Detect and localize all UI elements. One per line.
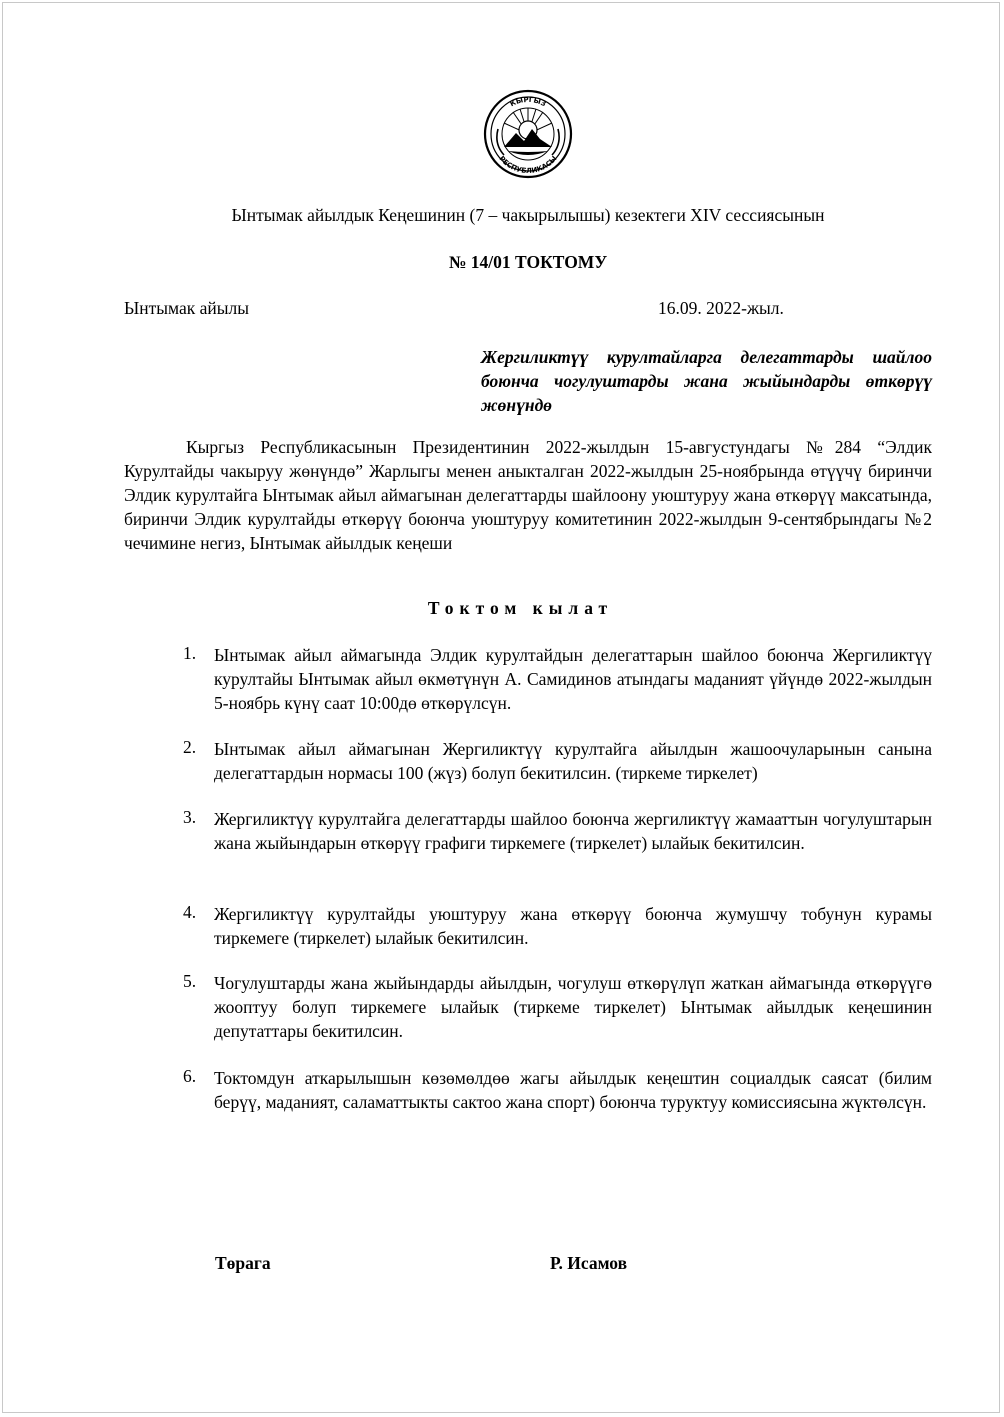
item-number: 4. (183, 902, 197, 922)
signature-name: Р. Исамов (550, 1253, 628, 1273)
decides-heading: Токтом кылат (427, 598, 614, 618)
emblem-top-text: КЫРГЫЗ (508, 95, 548, 109)
svg-text:КЫРГЫЗ (509, 96, 548, 108)
item-number: 6. (183, 1066, 197, 1086)
emblem-bottom-text: РЕСПУБЛИКАСЫ (497, 154, 559, 176)
item-text: Жергиликтүү курултайга делегаттарды шайлоо боюнча жергиликтүү жамааттын чогулуштарын жана жыйындарын өткөрүү графиги тиркемеге (тиркелет) ылайык бекитилсин. (214, 809, 932, 853)
document-page (2, 2, 1000, 1413)
state-emblem-icon (474, 89, 582, 179)
date-label: 16.09. 2022-жыл. (658, 298, 784, 318)
document-title: № 14/01 ТОКТОМУ (448, 252, 608, 272)
place-label: Ынтымак айылы (124, 298, 250, 318)
preamble-paragraph: Кыргыз Республикасынын Президентинин 2022-жылдын 15-августундагы №284 “Элдик Курултайды чакыруу жөнүндө” Жарлыгы менен аныкталган 2022-жылдын 25-ноябрында өтүүчү биринчи Элдик курултайга Ынтымак айыл аймагынан делегаттарды шайлоону уюштуруу жана өткөрүү максатында, биринчи Элдик курултайды өткөрүү боюнча уюштуруу комитетинин 2022-жылдын 9-сентябрындагы №2 чечимине негиз, Ынтымак айылдык кеңеши (124, 437, 932, 553)
item-text: Жергиликтүү курултайды уюштуруу жана өткөрүү боюнча жумушчу тобунун курамы тиркемеге (тиркелет) ылайык бекитилсин. (214, 904, 932, 948)
item-text: Токтомдун аткарылышын көзөмөлдөө жагы айылдык кеңештин социалдык саясат (билим берүү, маданият, саламаттыкты сактоо жана спорт) боюнча туруктуу комиссиясына жүктөлсүн. (214, 1068, 932, 1112)
item-text: Ынтымак айыл аймагында Элдик курултайдын делегаттарын шайлоо боюнча Жергиликтүү курултайы Ынтымак айыл өкмөтүнүн А. Самидинов атындагы маданият үйүндө 2022-жылдын 5-ноябрь күнү саат 10:00дө өткөрүлсүн. (214, 645, 932, 713)
item-number: 3. (183, 807, 197, 827)
item-number: 2. (183, 737, 197, 757)
subject-heading: Жергиликтүү курултайларга делегаттарды шайлоо боюнча чогулуштарды жана жыйындарды өткөрүү жөнүндө (481, 347, 932, 415)
item-text: Чогулуштарды жана жыйындарды айылдын, чогулуш өткөрүлүп жаткан аймагында өткөрүүгө жооптуу болуп тиркемеге ылайык (тиркеме тиркелет) Ынтымак айылдык кеңешинин депутаттары бекитилсин. (214, 973, 932, 1041)
council-session-line: Ынтымак айылдык Кеңешинин (7 – чакырылышы) кезектеги XIV сессиясынын (231, 205, 825, 225)
item-text: Ынтымак айыл аймагынан Жергиликтүү курултайга айылдын жашоочуларынын санына делегаттардын нормасы 100 (жүз) болуп бекитилсин. (тиркеме тиркелет) (214, 739, 932, 783)
item-number: 5. (183, 971, 197, 991)
item-number: 1. (183, 643, 197, 663)
signature-title: Төрага (215, 1253, 271, 1273)
